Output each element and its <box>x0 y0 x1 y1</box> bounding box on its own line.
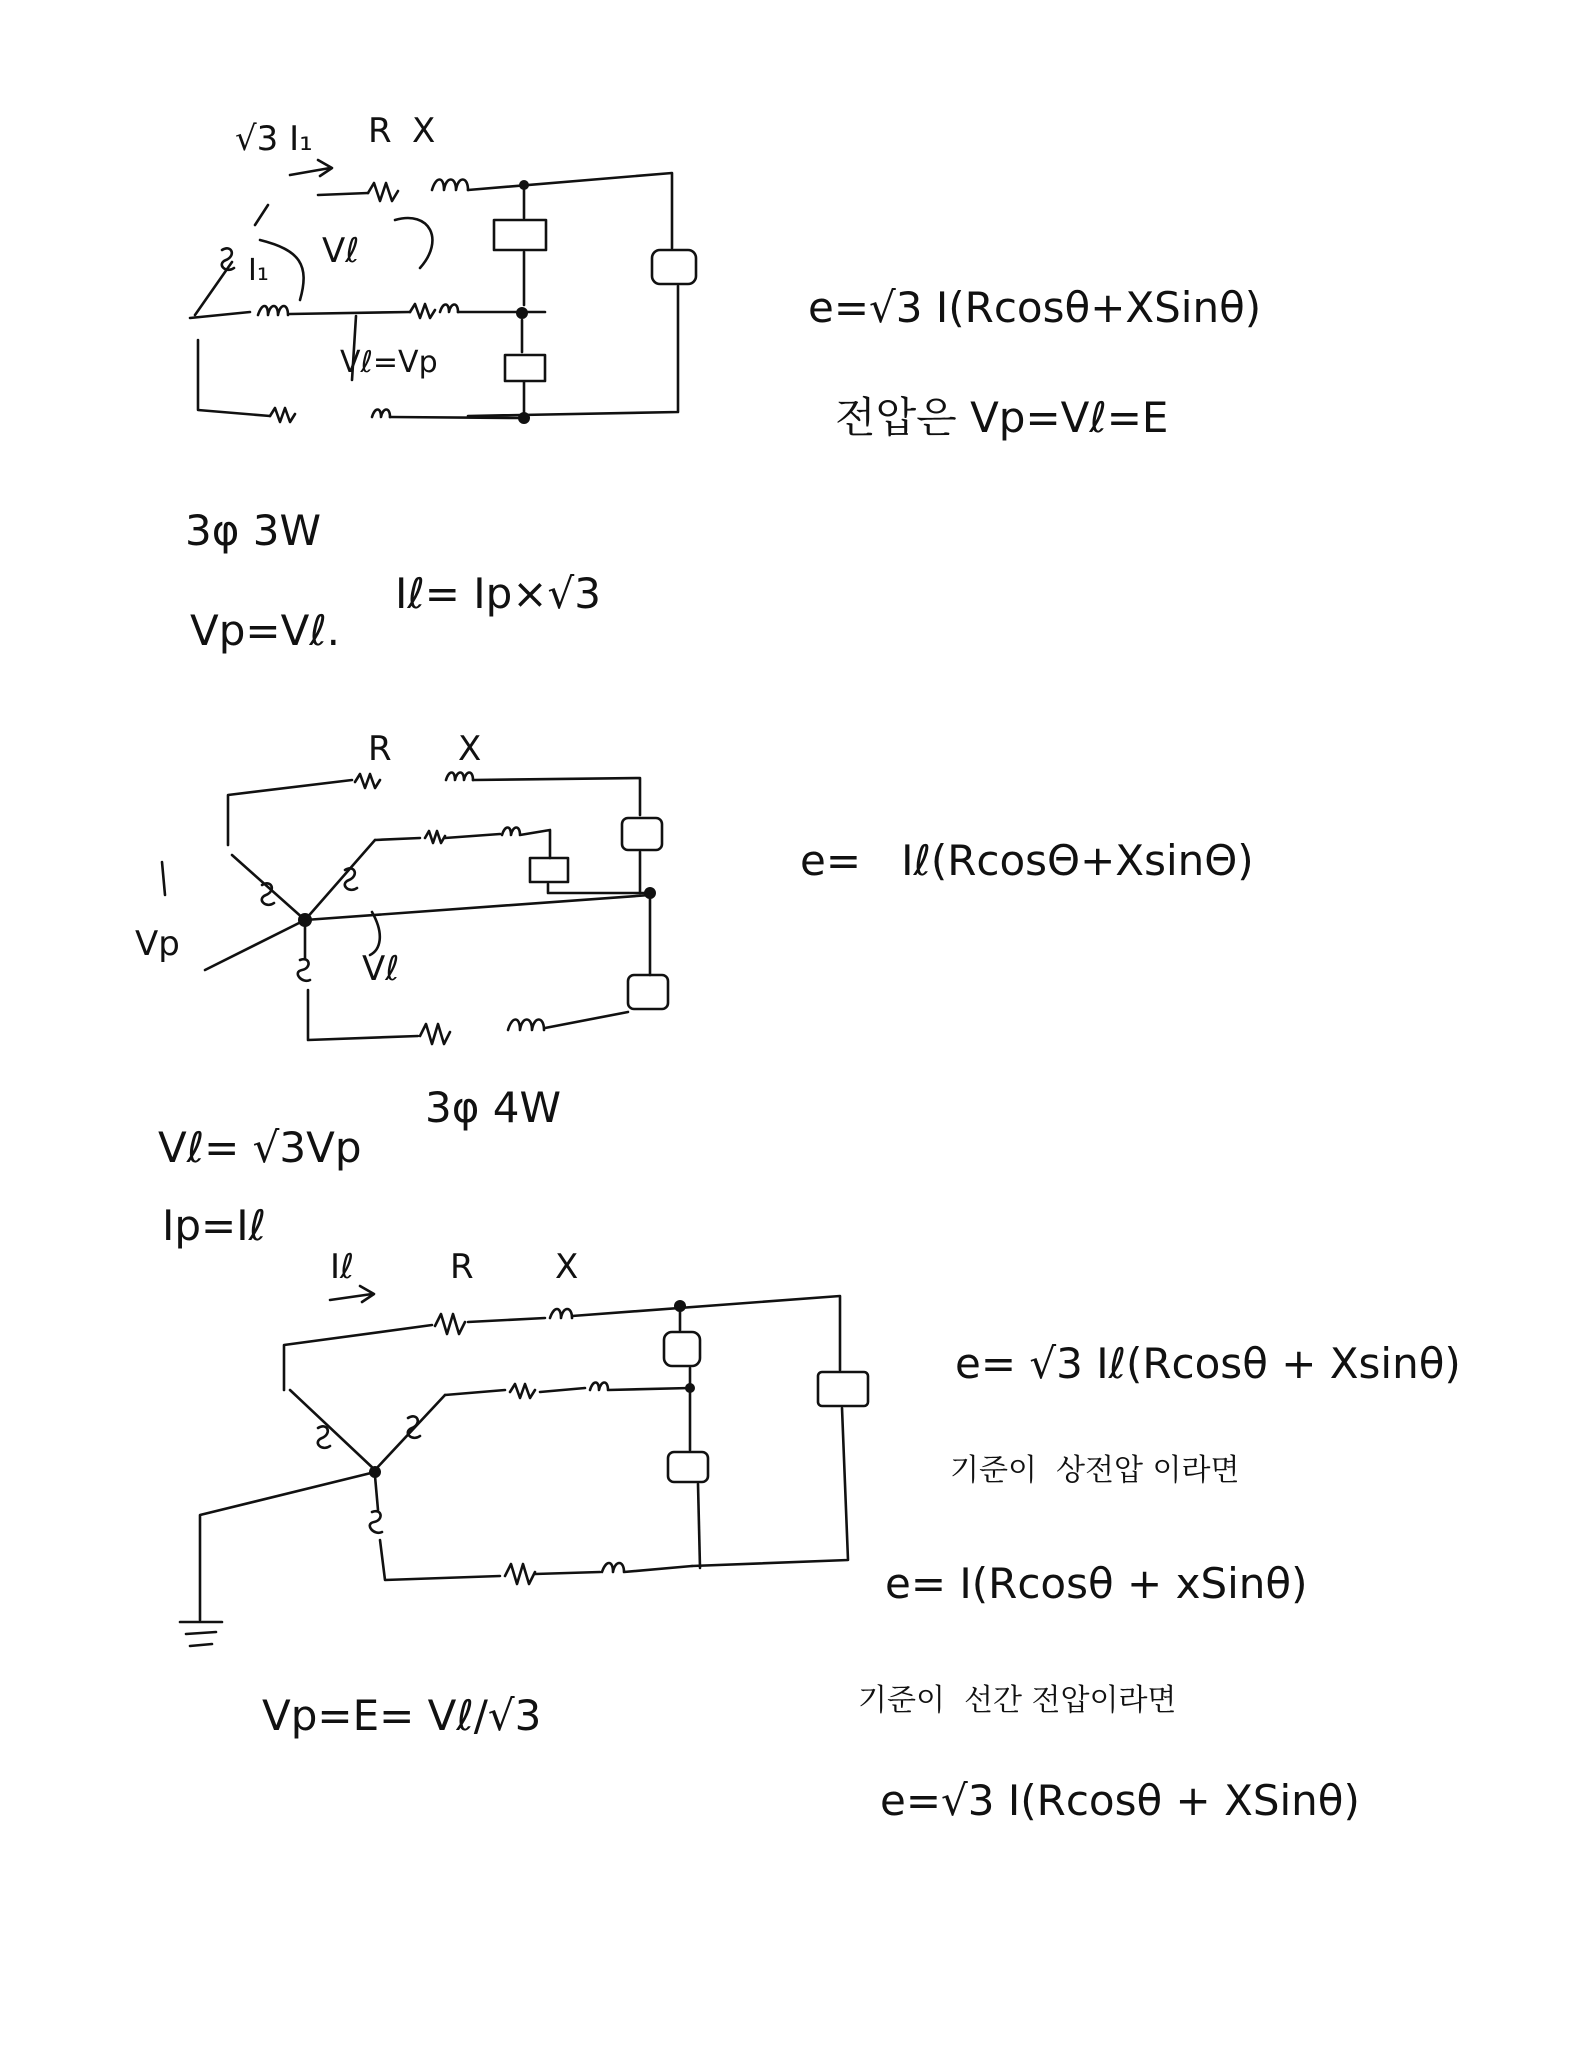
delta-right-load <box>652 250 696 284</box>
delta-r-label: R <box>368 111 392 151</box>
star-coil-down <box>298 959 310 981</box>
ground-circuit <box>180 1247 868 1646</box>
star-bottom-line <box>308 990 418 1040</box>
delta-middle-line-2 <box>290 312 410 314</box>
star-x-label: X <box>458 729 482 769</box>
delta-middle-resistor <box>410 304 435 318</box>
delta-load-2 <box>505 355 545 381</box>
star-bottom-resistor <box>420 1024 450 1044</box>
ground-load-2 <box>668 1452 708 1482</box>
star-vl-eq: Vℓ= √3Vp <box>158 1123 362 1172</box>
delta-middle-line <box>190 312 250 318</box>
delta-system-label: 3φ 3W <box>185 506 322 555</box>
ground-x-label: X <box>555 1247 579 1287</box>
star-r-label: R <box>368 729 392 769</box>
ground-coil-left <box>318 1426 330 1448</box>
delta-bottom-inductor <box>372 410 390 418</box>
ground-bottom-line-2 <box>535 1572 600 1574</box>
star-middle-resistor <box>425 831 445 843</box>
delta-current-arrow <box>290 160 332 176</box>
ground-middle-inductor <box>590 1383 690 1391</box>
delta-bottom-line <box>390 417 520 418</box>
ground-bottom-resistor <box>505 1564 535 1584</box>
ground-formula-2: e= I(Rcosθ + xSinθ) <box>885 1559 1308 1608</box>
ground-current-arrow <box>330 1286 374 1302</box>
ground-load-wire-3 <box>698 1484 700 1568</box>
delta-x-label: X <box>412 111 436 151</box>
star-vl-label: Vℓ <box>362 949 400 989</box>
ground-node-mid <box>685 1383 695 1393</box>
ground-top-line-right <box>572 1296 840 1370</box>
delta-line-current-label: √3 I₁ <box>235 119 313 159</box>
ground-top-inductor <box>550 1309 572 1318</box>
star-bottom-line-2 <box>545 1012 628 1028</box>
star-ip-eq: Ip=Iℓ <box>162 1201 266 1250</box>
ground-coil-right <box>408 1416 420 1438</box>
star-circuit <box>135 729 668 1132</box>
star-middle-line <box>375 838 420 840</box>
star-neutral-line <box>305 895 650 920</box>
star-top-inductor <box>446 773 473 781</box>
star-formula: e= Iℓ(RcosΘ+XsinΘ) <box>800 836 1254 885</box>
delta-phase-eq: Vℓ=Vp <box>340 345 438 380</box>
ground-formula-3: e=√3 I(Rcosθ + XSinθ) <box>880 1776 1360 1825</box>
delta-circuit <box>190 111 696 424</box>
ground-top-line <box>284 1325 432 1390</box>
delta-node-top <box>519 180 529 190</box>
star-top-line-right <box>473 778 640 815</box>
star-branch-ground <box>205 920 305 970</box>
delta-middle-inductor-left <box>258 306 288 315</box>
delta-voltage-loop <box>395 218 432 268</box>
ground-bottom-inductor <box>602 1563 692 1572</box>
ground-formula-1: e= √3 Iℓ(Rcosθ + Xsinθ) <box>955 1339 1461 1388</box>
ground-coil-down <box>370 1511 382 1533</box>
star-bottom-load <box>628 975 668 1009</box>
delta-middle-inductor <box>440 305 458 313</box>
ground-r-label: R <box>450 1247 474 1287</box>
star-branch-right <box>305 840 375 920</box>
star-vp-label: Vp <box>135 924 180 964</box>
delta-right-wire <box>468 286 678 416</box>
star-tick <box>162 862 165 895</box>
ground-earth-symbol <box>180 1622 222 1646</box>
delta-top-line-right <box>468 173 672 248</box>
ground-right-load <box>818 1372 868 1406</box>
ground-branch-left <box>290 1390 375 1470</box>
delta-top-resistor <box>368 183 398 201</box>
ground-middle-resistor <box>510 1384 535 1398</box>
delta-phase-current-label: I₁ <box>248 253 269 288</box>
ground-branch-right <box>375 1395 445 1470</box>
star-inner-load <box>530 858 568 882</box>
delta-vp-eq: Vp=Vℓ. <box>190 606 341 655</box>
delta-left-wire <box>198 340 270 416</box>
star-bottom-inductor <box>508 1020 544 1031</box>
ground-right-wire <box>692 1408 848 1566</box>
star-right-load-1 <box>622 818 662 850</box>
ground-middle-line <box>445 1390 505 1395</box>
star-middle-line-2 <box>445 834 500 838</box>
delta-top-line <box>318 193 368 195</box>
delta-current-eq: Iℓ= Ip×√3 <box>395 569 602 618</box>
delta-top-inductor <box>432 180 468 191</box>
delta-voltage-label: Vℓ <box>322 231 360 271</box>
ground-top-line-2 <box>468 1318 545 1322</box>
ground-earth-wire <box>200 1472 375 1620</box>
delta-bottom-resistor <box>270 408 295 422</box>
ground-basis-phase: 기준이 상전압 이라면 <box>950 1453 1240 1488</box>
star-top-resistor <box>355 774 380 788</box>
ground-bottom-line <box>380 1540 500 1580</box>
star-top-line <box>228 780 352 845</box>
star-branch-left <box>232 855 305 920</box>
ground-branch-down <box>375 1476 378 1510</box>
ground-basis-line: 기준이 선간 전압이라면 <box>858 1683 1177 1718</box>
ground-il-label: Iℓ <box>330 1247 355 1287</box>
ground-middle-line-2 <box>540 1388 585 1392</box>
delta-formula: e=√3 I(Rcosθ+XSinθ) <box>808 283 1262 332</box>
delta-voltage-note: 전압은 Vp=Vℓ=E <box>835 393 1169 442</box>
delta-load-1 <box>494 220 546 250</box>
star-system-label: 3φ 4W <box>425 1083 562 1132</box>
star-middle-inductor <box>502 828 550 859</box>
ground-load-1 <box>664 1332 700 1366</box>
ground-vp-eq: Vp=E= Vℓ/√3 <box>262 1691 542 1740</box>
ground-top-resistor <box>435 1314 465 1334</box>
